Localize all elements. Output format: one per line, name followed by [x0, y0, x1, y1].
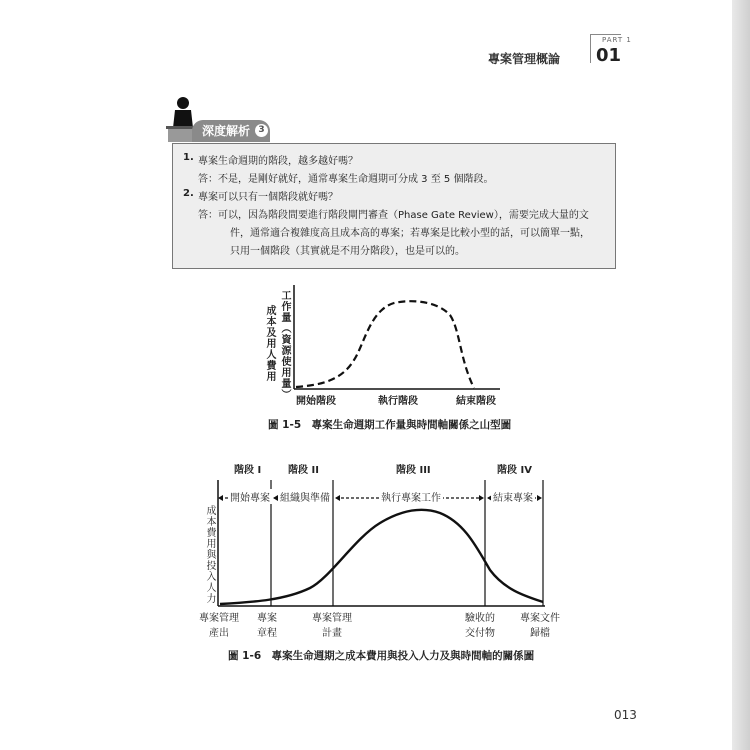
fig2-phase-sub-1: 開始專案	[228, 489, 272, 504]
fig2-deliverable-1	[199, 611, 239, 641]
fig2-deliverable-3-line1: 專案管理	[312, 613, 352, 624]
fig1-y-label-outer: 成本及用人費用	[264, 305, 275, 382]
q2-answer-line2: 件，通常適合複雜度高且成本高的專案；若專案是比較小型的話，可以簡單一點，	[230, 228, 590, 239]
q1-number: 1.	[183, 152, 194, 163]
q2-answer-line3: 只用一個階段（其實就是不用分階段），也是可以的。	[230, 246, 465, 257]
page-edge-bar	[732, 0, 750, 750]
q2-number: 2.	[183, 188, 194, 199]
fig2-phase-2: 階段 II	[288, 465, 319, 476]
fig2-caption: 圖 1-6 專案生命週期之成本費用與投入人力及與時間軸的關係圖	[228, 650, 535, 662]
fig2-deliverable-2	[257, 611, 277, 641]
part-number: 01	[596, 45, 622, 66]
fig2-deliverable-5	[520, 611, 560, 641]
chapter-title: 專案管理概論	[488, 52, 561, 66]
analysis-badge: 3	[255, 124, 268, 137]
fig1-x-label-execute: 執行階段	[378, 396, 418, 407]
fig1-caption: 圖 1-5 專案生命週期工作量與時間軸關係之山型圖	[268, 419, 512, 431]
q2-question: 專案可以只有一個階段就好嗎？	[198, 192, 338, 203]
fig2-phase-sub-4: 結束專案	[491, 489, 535, 504]
fig2-deliverable-5-line2: 歸檔	[530, 628, 550, 639]
fig2-deliverable-3-line2: 計畫	[322, 628, 342, 639]
fig1-y-label-inner: 工作量（資源使用量）	[279, 290, 290, 400]
q1-question: 專案生命週期的階段，越多越好嗎？	[198, 156, 358, 167]
fig2-phase-sub-2: 組織與準備	[278, 489, 332, 504]
q1-answer: 答：不是，是剛好就好，通常專案生命週期可分成 3 至 5 個階段。	[198, 174, 494, 185]
fig2-y-label: 成本費用與投入人力	[204, 505, 215, 604]
fig1-x-label-close: 結束階段	[456, 396, 496, 407]
fig1-x-label-start: 開始階段	[296, 396, 336, 407]
fig2-phase-4: 階段 IV	[497, 465, 532, 476]
fig2-deliverable-4-line2: 交付物	[465, 628, 495, 639]
fig2-deliverable-1-line2: 產出	[209, 628, 229, 639]
fig2-deliverable-2-line2: 章程	[257, 628, 277, 639]
fig2-deliverable-3	[312, 611, 352, 641]
fig2-phase-3: 階段 III	[396, 465, 431, 476]
fig2-deliverable-2-line1: 專案	[257, 613, 277, 624]
page-number: 013	[614, 708, 637, 722]
fig2-deliverable-4-line1: 驗收的	[465, 613, 495, 624]
fig2-deliverable-1-line1: 專案管理	[199, 613, 239, 624]
fig1-plot	[292, 285, 502, 390]
fig1-curve	[296, 301, 474, 388]
fig2-deliverable-5-line1: 專案文件	[520, 613, 560, 624]
fig2-deliverable-4	[465, 611, 495, 641]
fig2-phase-1: 階段 I	[234, 465, 262, 476]
fig2-phase-sub-3: 執行專案工作	[379, 489, 443, 504]
q2-answer-line1: 答：可以，因為階段間要進行階段閘門審查（Phase Gate Review），需要完成大量的文	[198, 210, 589, 221]
fig2-curve	[220, 510, 543, 604]
analysis-title: 深度解析	[202, 124, 251, 138]
part-label: PART 1	[602, 36, 632, 44]
